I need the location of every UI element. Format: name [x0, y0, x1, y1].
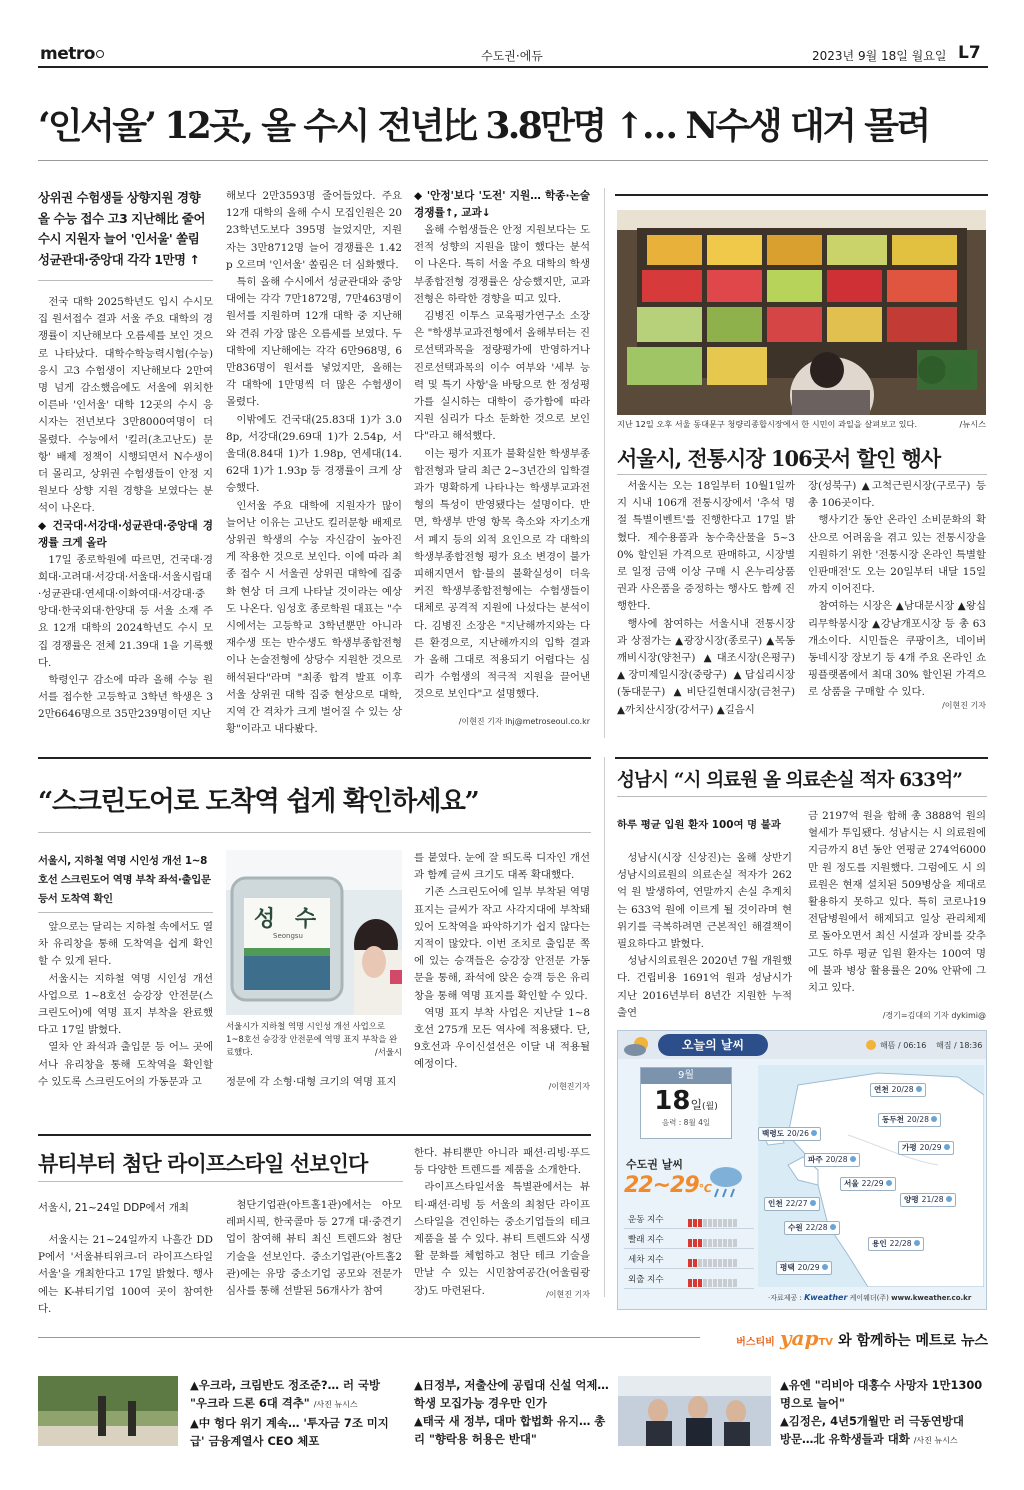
section-rule: [615, 194, 988, 196]
weather-index-label: 빨래 지수: [628, 1235, 664, 1245]
cloud-sun-icon: [622, 1035, 652, 1057]
paragraph: 행사기간 동안 온라인 소비문화의 확산으로 어려움을 겪고 있는 전통시장을 지원하기 위한 '전통시장 온라인 특별할인판매전'도 오는 20일부터 내달 15일까지 이어진다.: [808, 514, 986, 596]
paragraph: 라이프스타일서울 특별관에서는 뷰티·패션·리빙 등 서울의 최첨단 라이프스타일을 견인하는 중소기업들의 테크 제품을 볼 수 있다. 뷰티 트렌드와 식생활 문화를 체험하고 첨단 테크 기술을 만날 수 있는 시민참여공간(어울림광장)도 마련된다.: [414, 1181, 590, 1297]
deck-rule: [38, 912, 213, 913]
paragraph: 성남시의료원은 2020년 7월 개원했다. 건립비용 1691억 원과 성남시가 지난 2016년부터 8년간 지원한 누적 출연: [617, 955, 792, 1019]
beauty-column-3: [414, 1145, 590, 1300]
seongnam-column-2: [808, 808, 986, 997]
rain-icon: [850, 1156, 856, 1162]
footer-item-1[interactable]: ▲우크라, 크림반도 정조준?… 러 국방 "우크라 드론 6대 격추" /사진 뉴시스 ▲中 헝다 위기 계속… '투자금 7조 미지 급' 금융계열사 CEO 체포: [190, 1378, 389, 1448]
market-column-2: [808, 478, 986, 702]
market-photo-image: [617, 210, 986, 415]
temperature-range: 22~29℃: [624, 1173, 712, 1198]
masthead: [0, 0, 1024, 70]
paragraph: 김병진 이투스 교육평가연구소 소장은 "학생부교과전형에서 올해부터는 진로선택과목을 정량평가에 반영하거나 진로선택과목의 이수 여부와 '세부 능력 및 특기 사항'을 바탕으로 한 정성평가를 실시하는 대학이 증가함에 따라 지원 심리가 다소 둔화한 것으로 보인다"라고 해석했다.: [414, 310, 590, 443]
city-temp: 20/28: [907, 1115, 929, 1124]
paragraph: 기존 스크린도어에 일부 부착된 역명 표지는 글씨가 작고 사각지대에 부착돼있어 도착역을 파악하기가 쉽지 않다는 지적이 많았다. 이번 조치로 출입문 쪽에 있는 승객들은 승강장 안전문 가동문을 통해, 좌석에 앉은 승객 등은 유리창을 통해 역명 표지를 확인할 수 있다.: [414, 886, 590, 1002]
footer-brand: 버스티비 yapTV 와 함께하는 메트로 뉴스: [700, 1326, 988, 1352]
weather-index-row: [624, 1211, 754, 1229]
city-name: 가평: [902, 1143, 917, 1152]
section-rule: [615, 757, 988, 759]
sun-icon: [866, 1040, 876, 1050]
weather-title: 오늘의 날씨: [681, 1038, 745, 1052]
beauty-deck: 서울시, 21~24일 DDP에서 개최: [38, 1202, 189, 1214]
logo-circle-icon: [96, 50, 104, 58]
city-name: 인천: [768, 1199, 783, 1208]
issue-date: 2023년 9월 18일 월요일: [812, 49, 947, 63]
yap-logo: yap: [779, 1326, 819, 1350]
city-temp: 21/28: [921, 1195, 944, 1204]
rain-icon: [916, 1086, 922, 1092]
paragraph: 한다. 뷰티뿐만 아니라 패션·리빙·푸드 등 다양한 트렌드를 제품을 소개한다.: [414, 1147, 590, 1177]
map-city-label: [898, 1141, 954, 1155]
main-deck: 상위권 수험생들 상향지원 경향 올 수능 접수 고3 지난해比 줄어 수시 지원자 늘어 '인서울' 쏠림 성균관대·중앙대 각각 1만명 ↑: [38, 190, 206, 267]
paragraph: 금 2197억 원을 합해 총 3888억 원의 혈세가 투입됐다. 성남시는 시 의료원에 지금까지 8년 동안 연평균 274억6000만 원 정도를 지원했다. 그럼에도 시 의료원은 현재 설치된 509병상을 제대로 활용하지 못하고 있다. 특히 코로나19 전담병원에서 해제되고 일상 관리체제로 돌아오면서 최신 시설과 장비를 갖추고도 하루 평균 입원 환자는 100여 명에 불과 병상 활용률은 20% 안팎에 그치고 있다.: [808, 810, 986, 995]
market-rule: [617, 474, 987, 475]
section-rule: [38, 757, 591, 759]
city-name: 연천: [874, 1085, 889, 1094]
kweather-logo: Kweather: [804, 1293, 848, 1302]
weather-index-label: 세차 지수: [628, 1255, 664, 1265]
rain-cloud-icon: [706, 1161, 746, 1201]
section-name: 수도권·에듀: [481, 49, 543, 63]
city-temp: 20/29: [797, 1263, 820, 1272]
beauty-column-2: [226, 1197, 402, 1300]
masthead-rule: [38, 66, 988, 68]
column-divider: [604, 188, 605, 738]
seongnam-deck: 하루 평균 입원 환자 100여 명 불과: [617, 819, 781, 831]
weather-header: [618, 1031, 986, 1059]
market-column-1: [617, 478, 795, 719]
city-name: 서울: [844, 1179, 859, 1188]
screen-deck: 서울시, 지하철 역명 시인성 개선 1~8호선 스크린도어 역명 부착 좌석·출입문 등서 도착역 확인: [38, 855, 211, 905]
city-temp: 22/28: [805, 1223, 828, 1232]
paragraph: 정문에 각 소형·대형 크기의 역명 표지: [226, 1076, 397, 1088]
city-name: 파주: [808, 1155, 823, 1164]
main-column-3: [414, 188, 590, 704]
screen-rule: [38, 832, 591, 833]
city-temp: 22/29: [861, 1179, 884, 1188]
weather-index-row: [624, 1251, 754, 1269]
byline: /이현진 기자 lhj@metroseoul.co.kr: [458, 717, 590, 726]
subhead: ◆ 건국대·서강대·성균관대·중앙대 경쟁률 크게 올라: [38, 519, 213, 549]
paragraph: 를 붙였다. 눈에 잘 띄도록 디자인 개선과 함께 글씨 크기도 대폭 확대했다.: [414, 852, 590, 882]
paragraph: 열차 안 좌석과 출입문 등 어느 곳에서나 유리창을 통해 도착역을 확인할 수 있도록 스크린도어의 가동문과 고: [38, 1041, 213, 1088]
paragraph: 해보다 2만3593명 줄어들었다. 주요 12개 대학의 올해 수시 모집인원은 2023학년도보다 395명 늘었지만, 지원자는 3만8712명 늘어 경쟁률은 1.42p 오르며 '인서울' 쏠림은 더 심화했다.: [226, 190, 402, 271]
map-city-label: [840, 1177, 896, 1191]
footer-photo-3[interactable]: [618, 1376, 771, 1446]
city-temp: 22/28: [889, 1239, 912, 1248]
beauty-column-1: [38, 1232, 213, 1318]
map-city-label: [900, 1193, 956, 1207]
seongnam-column-1: [617, 850, 792, 1022]
headline-rule: [38, 160, 988, 161]
weather-map[interactable]: [758, 1065, 984, 1287]
rain-icon: [931, 1116, 937, 1122]
paragraph: 서울시는 오는 18일부터 10월1일까지 시내 106개 전통시장에서 '추석 명절 특별이벤트'를 진행한다고 17일 밝혔다. 제수용품과 농수축산물을 5~30% 할인된 가격으로 판매하고, 시장별로 일정 금액 이상 구매 시 온누리상품권과 사은품을 증정하는 행사도 함께 진행한다.: [617, 480, 795, 613]
paragraph: 이는 평가 지표가 불확실한 학생부종합전형과 달리 최근 2~3년간의 입학결과가 명확하게 나타나는 학생부교과전형의 특성이 반영됐다는 설명이다. 반면, 학생부 반영 항목 축소와 자기소개서 폐지 등의 외적 요인으로 각 대학의 학생부종합전형 평가 요소 변경이 불가피해지면서 합·불의 불확실성이 더욱 커진 학생부종합전형에는 수험생들이 대체로 공격적 지원에 나섰다는 분석이다. 김병진 소장은 "지난해까지와는 다른 환경으로, 지난해까지의 입학 결과가 올해 그대로 적용되기 어렵다는 심리가 수험생의 적극적 지원을 끌어낸 것으로 보인다"고 설명했다.: [414, 447, 590, 701]
day-number: 18: [654, 1086, 691, 1116]
rain-icon: [810, 1200, 816, 1206]
paragraph: 전국 대학 2025학년도 입시 수시모집 원서접수 결과 서울 주요 대학의 경쟁률이 지난해보다 오름세를 보인 것으로 나타났다. 대학수학능력시험(수능) 응시 고3 수험생이 지난해보다 2만여명 넘게 감소했음에도 서울에 위치한 이른바 '인서울' 대학 12곳의 수시 응시자는 전년보다 3만8000여명이 더 몰렸다. 수능에서 '킬러(초고난도) 문항' 배제 정책이 시행되면서 N수생이 더 몰리고, 상위권 수험생들이 안정 지원보다 상향 지원 경향을 보였다는 분석이 나온다.: [38, 296, 213, 515]
map-city-label: [870, 1083, 926, 1097]
map-city-label: [764, 1197, 820, 1211]
map-city-label: [878, 1113, 941, 1127]
screen-photo-caption: 서울시가 지하철 역명 시인성 개선 사업으로 1~8호선 승강장 안전문에 역명 표지 부착을 완료했다. /서울시: [226, 1021, 402, 1057]
market-headline: 서울시, 전통시장 106곳서 할인 행사: [617, 446, 941, 471]
map-city-label: [758, 1127, 821, 1141]
photo-credit: /사진 뉴시스: [913, 1436, 958, 1445]
weekday: (월): [702, 1102, 718, 1112]
map-city-label: [776, 1261, 832, 1275]
column-divider: [604, 757, 605, 1297]
paragraph: 올해 수험생들은 안정 지원보다는 도전적 성향의 지원을 많이 했다는 분석이 나온다. 특히 서울 주요 대학의 학생부종합전형 경쟁률은 상승했지만, 교과전형은 하락한 경향을 띠고 있다.: [414, 224, 590, 305]
footer-image: [38, 1376, 178, 1446]
market-photo[interactable]: [617, 210, 986, 415]
beauty-rule: [38, 1181, 403, 1182]
main-column-1: [38, 294, 213, 724]
sunset-time: 해짐 / 18:36: [936, 1041, 983, 1050]
photo-credit: /서울시: [374, 1047, 402, 1057]
map-city-label: [868, 1237, 924, 1251]
city-temp: 20/28: [891, 1085, 914, 1094]
city-temp: 20/28: [825, 1155, 848, 1164]
rain-icon: [822, 1264, 828, 1270]
weather-index-row: [624, 1271, 754, 1289]
weather-index-gauge: [688, 1276, 738, 1294]
station-sign-english: Seongsu: [273, 932, 303, 940]
date-card: [640, 1067, 732, 1139]
city-name: 용인: [872, 1239, 887, 1248]
paragraph: 역명 표지 부착 사업은 지난달 1~8호선 275개 모든 역사에 적용됐다. 단, 9호선과 우이신설선은 이달 내 적용될 예정이다.: [414, 1006, 590, 1071]
seongnam-rule: [617, 796, 987, 797]
map-shape: [758, 1065, 984, 1287]
screen-column-1: [38, 919, 213, 1091]
paragraph: 서울시는 지하철 역명 시인성 개선 사업으로 1~8호선 승강장 안전문(스크린도어)에 역명 표지 부착을 완료했다고 17일 밝혔다.: [38, 972, 213, 1037]
day-suffix: 일: [690, 1098, 703, 1112]
screen-headline: “스크린도어로 도착역 쉽게 확인하세요”: [38, 786, 479, 817]
paragraph: 학령인구 감소에 따라 올해 수능 원서를 접수한 고등학교 3학년 학생은 32만6646명으로 35만239명이던 지난: [38, 674, 213, 721]
month-bar: 9월: [641, 1068, 731, 1084]
paragraph: 성남시(시장 신상진)는 올해 상반기 성남시의료원의 의료손실 적자가 262억 원 발생하여, 연말까지 손실 추계치는 633억 원에 이르게 될 것이라며 현 위기를 극복하려면 근본적인 해결책이 필요하다고 밝혔다.: [617, 852, 792, 951]
city-temp: 20/29: [919, 1143, 942, 1152]
lunar-date: 음력 : 8월 4일: [661, 1118, 711, 1127]
map-city-label: [804, 1153, 860, 1167]
station-sign-text: 성 수: [253, 907, 323, 932]
paragraph: 이밖에도 건국대(25.83대 1)가 3.08p, 서강대(29.69대 1)가 2.54p, 서울대(8.84대 1)가 1.98p, 연세대(14.62대 1)가 1.93p 등 경쟁률이 크게 상승했다.: [226, 413, 402, 495]
city-name: 동두천: [882, 1115, 905, 1124]
footer-item-3[interactable]: ▲유엔 "리비아 대홍수 사망자 1만1300 명으로 늘어" ▲김정은, 4년5개월만 러 극동연방대 방문…北 유학생들과 대화 /사진 뉴시스: [780, 1378, 983, 1446]
deck-rule: [38, 280, 213, 281]
city-temp: 20/26: [787, 1129, 809, 1138]
weather-index-label: 운동 지수: [628, 1215, 664, 1225]
metro-logo[interactable]: metro: [40, 44, 104, 64]
paragraph: 앞으로는 달리는 지하철 속에서도 열차 유리창을 통해 도착역을 쉽게 확인할 수 있게 된다.: [38, 921, 213, 968]
market-photo-caption: 지난 12일 오후 서울 동대문구 청량리종합시장에서 한 시민이 과일을 살펴보고 있다. /뉴시스: [617, 419, 986, 429]
city-name: 평택: [780, 1263, 795, 1272]
page-number: L7: [958, 43, 981, 63]
city-name: 수원: [788, 1223, 803, 1232]
main-column-2: [226, 188, 402, 739]
footer-image: [618, 1376, 771, 1446]
rain-icon: [944, 1144, 950, 1150]
screen-door-photo[interactable]: [226, 850, 402, 1015]
photo-credit: /사진 뉴시스: [313, 1400, 358, 1409]
weather-source: ·자료제공 : Kweather 케이웨더(주) www.kweather.co.kr: [768, 1293, 972, 1302]
paragraph: 17일 종로학원에 따르면, 건국대·경희대·고려대·서강대·서울대·서울시립대·성균관대·연세대·이화여대·서강대·중앙대·한국외대·한양대 등 서울 소재 주요 12개 대학의 2024학년도 수시 모집 경쟁률은 전체 21.39대 1을 기록했다.: [38, 553, 213, 669]
weather-index-row: [624, 1231, 754, 1249]
city-name: 양평: [904, 1195, 919, 1204]
beauty-headline: 뷰티부터 첨단 라이프스타일 선보인다: [38, 1151, 368, 1176]
paragraph: 인서울 주요 대학에 지원자가 많이 늘어난 이유는 고난도 킬러문항 배제로 상위권 학생의 수능 자신감이 높아진 게 작용한 것으로 보인다. 이에 따라 최종 접수 시 서울권 상위권 대학에 집중화 현상 더 크게 나타날 것이라는 예상도 나온다. 임성호 종로학원 대표는 "수시에서는 고등학교 3학년뿐만 아니라 재수생 또는 반수생도 학생부종합전형이나 논술전형에 상당수 지원한 것으로 해석된다"라며 "최종 합격 발표 이후 서울 상위권 대학 집중 현상으로 대학, 지역 간 격차가 크게 벌어질 수 있는 상황"이라고 내다봤다.: [226, 499, 402, 736]
rain-icon: [830, 1224, 836, 1230]
rain-icon: [946, 1196, 952, 1202]
section-rule: [38, 1134, 591, 1136]
city-name: 백령도: [762, 1129, 785, 1138]
paragraph: 행사에 참여하는 서울시내 전통시장과 상점가는 ▲광장시장(종로구) ▲목동깨비시장(양천구) ▲대조시장(은평구) ▲장미제일시장(중랑구) ▲답십리시장(동대문구) ▲비단길현대시장(금천구) ▲까치산시장(강서구) ▲길음시: [617, 617, 795, 716]
sunrise-time: 해뜸 / 06:16: [880, 1041, 927, 1050]
photo-credit: /뉴시스: [959, 419, 986, 429]
screen-column-3: [414, 850, 590, 1074]
seongnam-headline: 성남시 “시 의료원 올 의료손실 적자 633억”: [617, 770, 963, 791]
city-temp: 22/27: [785, 1199, 808, 1208]
weather-index-label: 외출 지수: [628, 1275, 664, 1285]
paragraph: 첨단기업관(아트홀1관)에서는 아모레퍼시픽, 한국콜마 등 27개 대·중견기업이 참여해 뷰티 최신 트렌드와 첨단 기술을 선보인다. 중소기업관(아트홀2관)에는 유망 중소기업 공모와 전문가 심사를 통해 선발된 56개사가 참여: [226, 1199, 402, 1298]
paragraph: 참여하는 시장은 ▲남대문시장 ▲왕십리무학봉시장 ▲강남개포시장 등 총 63개소이다. 시민들은 쿠팡이츠, 네이버 동네시장 장보기 등 4개 주요 온라인 쇼핑플랫폼에서 최대 30% 할인된 가격으로 상품을 구매할 수 있다.: [808, 600, 986, 699]
byline: /이현진 기자: [546, 1290, 590, 1299]
local-weather-label: 수도권 날씨: [626, 1158, 683, 1171]
weather-panel: [617, 1030, 987, 1310]
screen-column-2: [226, 1074, 402, 1091]
subhead: ◆ '안정'보다 '도전' 지원… 학종·논술 경쟁률↑, 교과↓: [414, 190, 590, 219]
byline: /이현진기자: [548, 1082, 590, 1091]
map-city-label: [784, 1221, 840, 1235]
rain-icon: [914, 1240, 920, 1246]
byline: /이현진 기자: [942, 701, 986, 710]
footer-photo-1[interactable]: [38, 1376, 178, 1446]
rain-icon: [811, 1130, 817, 1136]
paragraph: 장(성북구) ▲고척근린시장(구로구) 등 총 106곳이다.: [808, 480, 986, 510]
rain-icon: [886, 1180, 892, 1186]
paragraph: 서울시는 21~24일까지 나흘간 DDP에서 '서울뷰티위크-더 라이프스타일 서울'을 개최한다고 17일 밝혔다. 행사에는 K-뷰티기업 100여 곳이 참여한다.: [38, 1234, 213, 1315]
paragraph: 특히 올해 수시에서 성균관대와 중앙대에는 각각 7만1872명, 7만463명이 원서를 지원하며 12개 대학 중 지난해와 견줘 가장 많은 오름세를 보였다. 두 대학에 지난해에는 각각 6만968명, 6만836명이 원서를 넣었지만, 올해는 각 대학에 1만명씩 더 많은 수험생이 몰렸다.: [226, 276, 402, 409]
byline: /경기=김대의 기자 dykimi@: [882, 1011, 986, 1020]
footer-item-2[interactable]: ▲日정부, 저출산에 공립대 신설 억제… 학생 모집가능 경우만 인가 ▲태국 새 정부, 대마 합법화 유지… 총 리 "향락용 허용은 반대": [414, 1378, 609, 1446]
main-headline: ‘인서울’ 12곳, 올 수시 전년比 3.8만명 ↑… N수생 대거 몰려: [38, 105, 929, 147]
